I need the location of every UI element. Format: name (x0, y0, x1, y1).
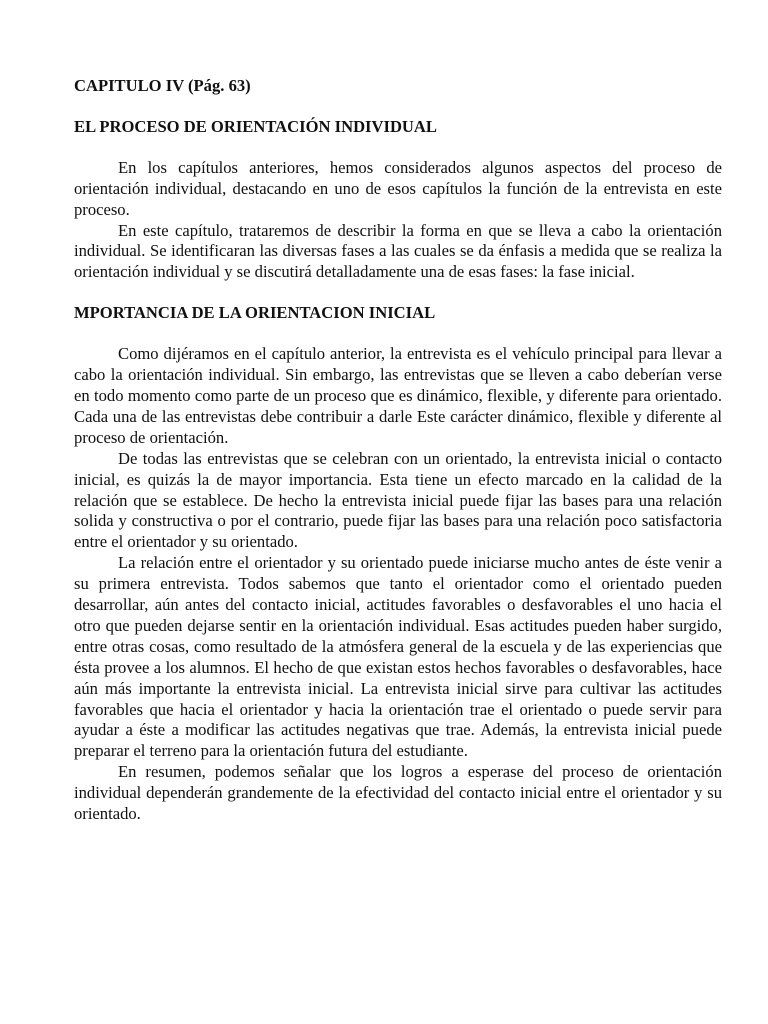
body-paragraph: De todas las entrevistas que se celebran con un orientado, la entrevista inicial o contacto inicial, es quizás la de mayor importancia. Esta tiene un efecto marcado en la calidad de la relación que se establece. De hecho la entrevista inicial puede fijar las bases para una relación solida y constructiva o por el contrario, puede fijar las bases para una relación poco satisfactoria entre el orientador y su orientado. (74, 448, 722, 552)
intro-paragraph: En los capítulos anteriores, hemos considerados algunos aspectos del proceso de orientación individual, destacando en uno de esos capítulos la función de la entrevista en este proceso. (74, 157, 722, 219)
intro-paragraph: En este capítulo, trataremos de describir la forma en que se lleva a cabo la orientación individual. Se identificaran las diversas fases a las cuales se da énfasis a medida que se realiza la orientación individual y se discutirá detalladamente una de esas fases: la fase inicial. (74, 220, 722, 282)
document-body (74, 76, 722, 825)
body-paragraph: La relación entre el orientador y su orientado puede iniciarse mucho antes de éste venir a su primera entrevista. Todos sabemos que tanto el orientador como el orientado pueden desarrollar, aún antes del contacto inicial, actitudes favorables o desfavorables el uno hacia el otro que pueden dejarse sentir en la orientación individual. Esas actitudes pueden haber surgido, entre otras cosas, como resultado de la atmósfera general de la escuela y de las experiencias que ésta provee a los alumnos. El hecho de que existan estos hechos favorables o desfavorables, hace aún más importante la entrevista inicial. La entrevista inicial sirve para cultivar las actitudes favorables que hacia el orientador y hacia la orientación trae el orientado o puede servir para ayudar a éste a modificar las actitudes negativas que trae. Además, la entrevista inicial puede preparar el terreno para la orientación futura del estudiante. (74, 553, 722, 761)
chapter-label: CAPITULO IV (Pág. 63) (74, 76, 251, 95)
section-title: EL PROCESO DE ORIENTACIÓN INDIVIDUAL (74, 116, 437, 136)
subsection-title: MPORTANCIA DE LA ORIENTACION INICIAL (74, 303, 436, 323)
body-paragraph: Como dijéramos en el capítulo anterior, la entrevista es el vehículo principal para llevar a cabo la orientación individual. Sin embargo, las entrevistas que se lleven a cabo deberían verse en todo momento como parte de un proceso que es dinámico, flexible, y diferente para orientado. Cada una de las entrevistas debe contribuir a darle Este carácter dinámico, flexible y diferente al proceso de orientación. (74, 344, 722, 447)
body-paragraph: En resumen, podemos señalar que los logros a esperase del proceso de orientación individual dependerán grandemente de la efectividad del contacto inicial entre el orientador y su orientado. (74, 762, 722, 824)
